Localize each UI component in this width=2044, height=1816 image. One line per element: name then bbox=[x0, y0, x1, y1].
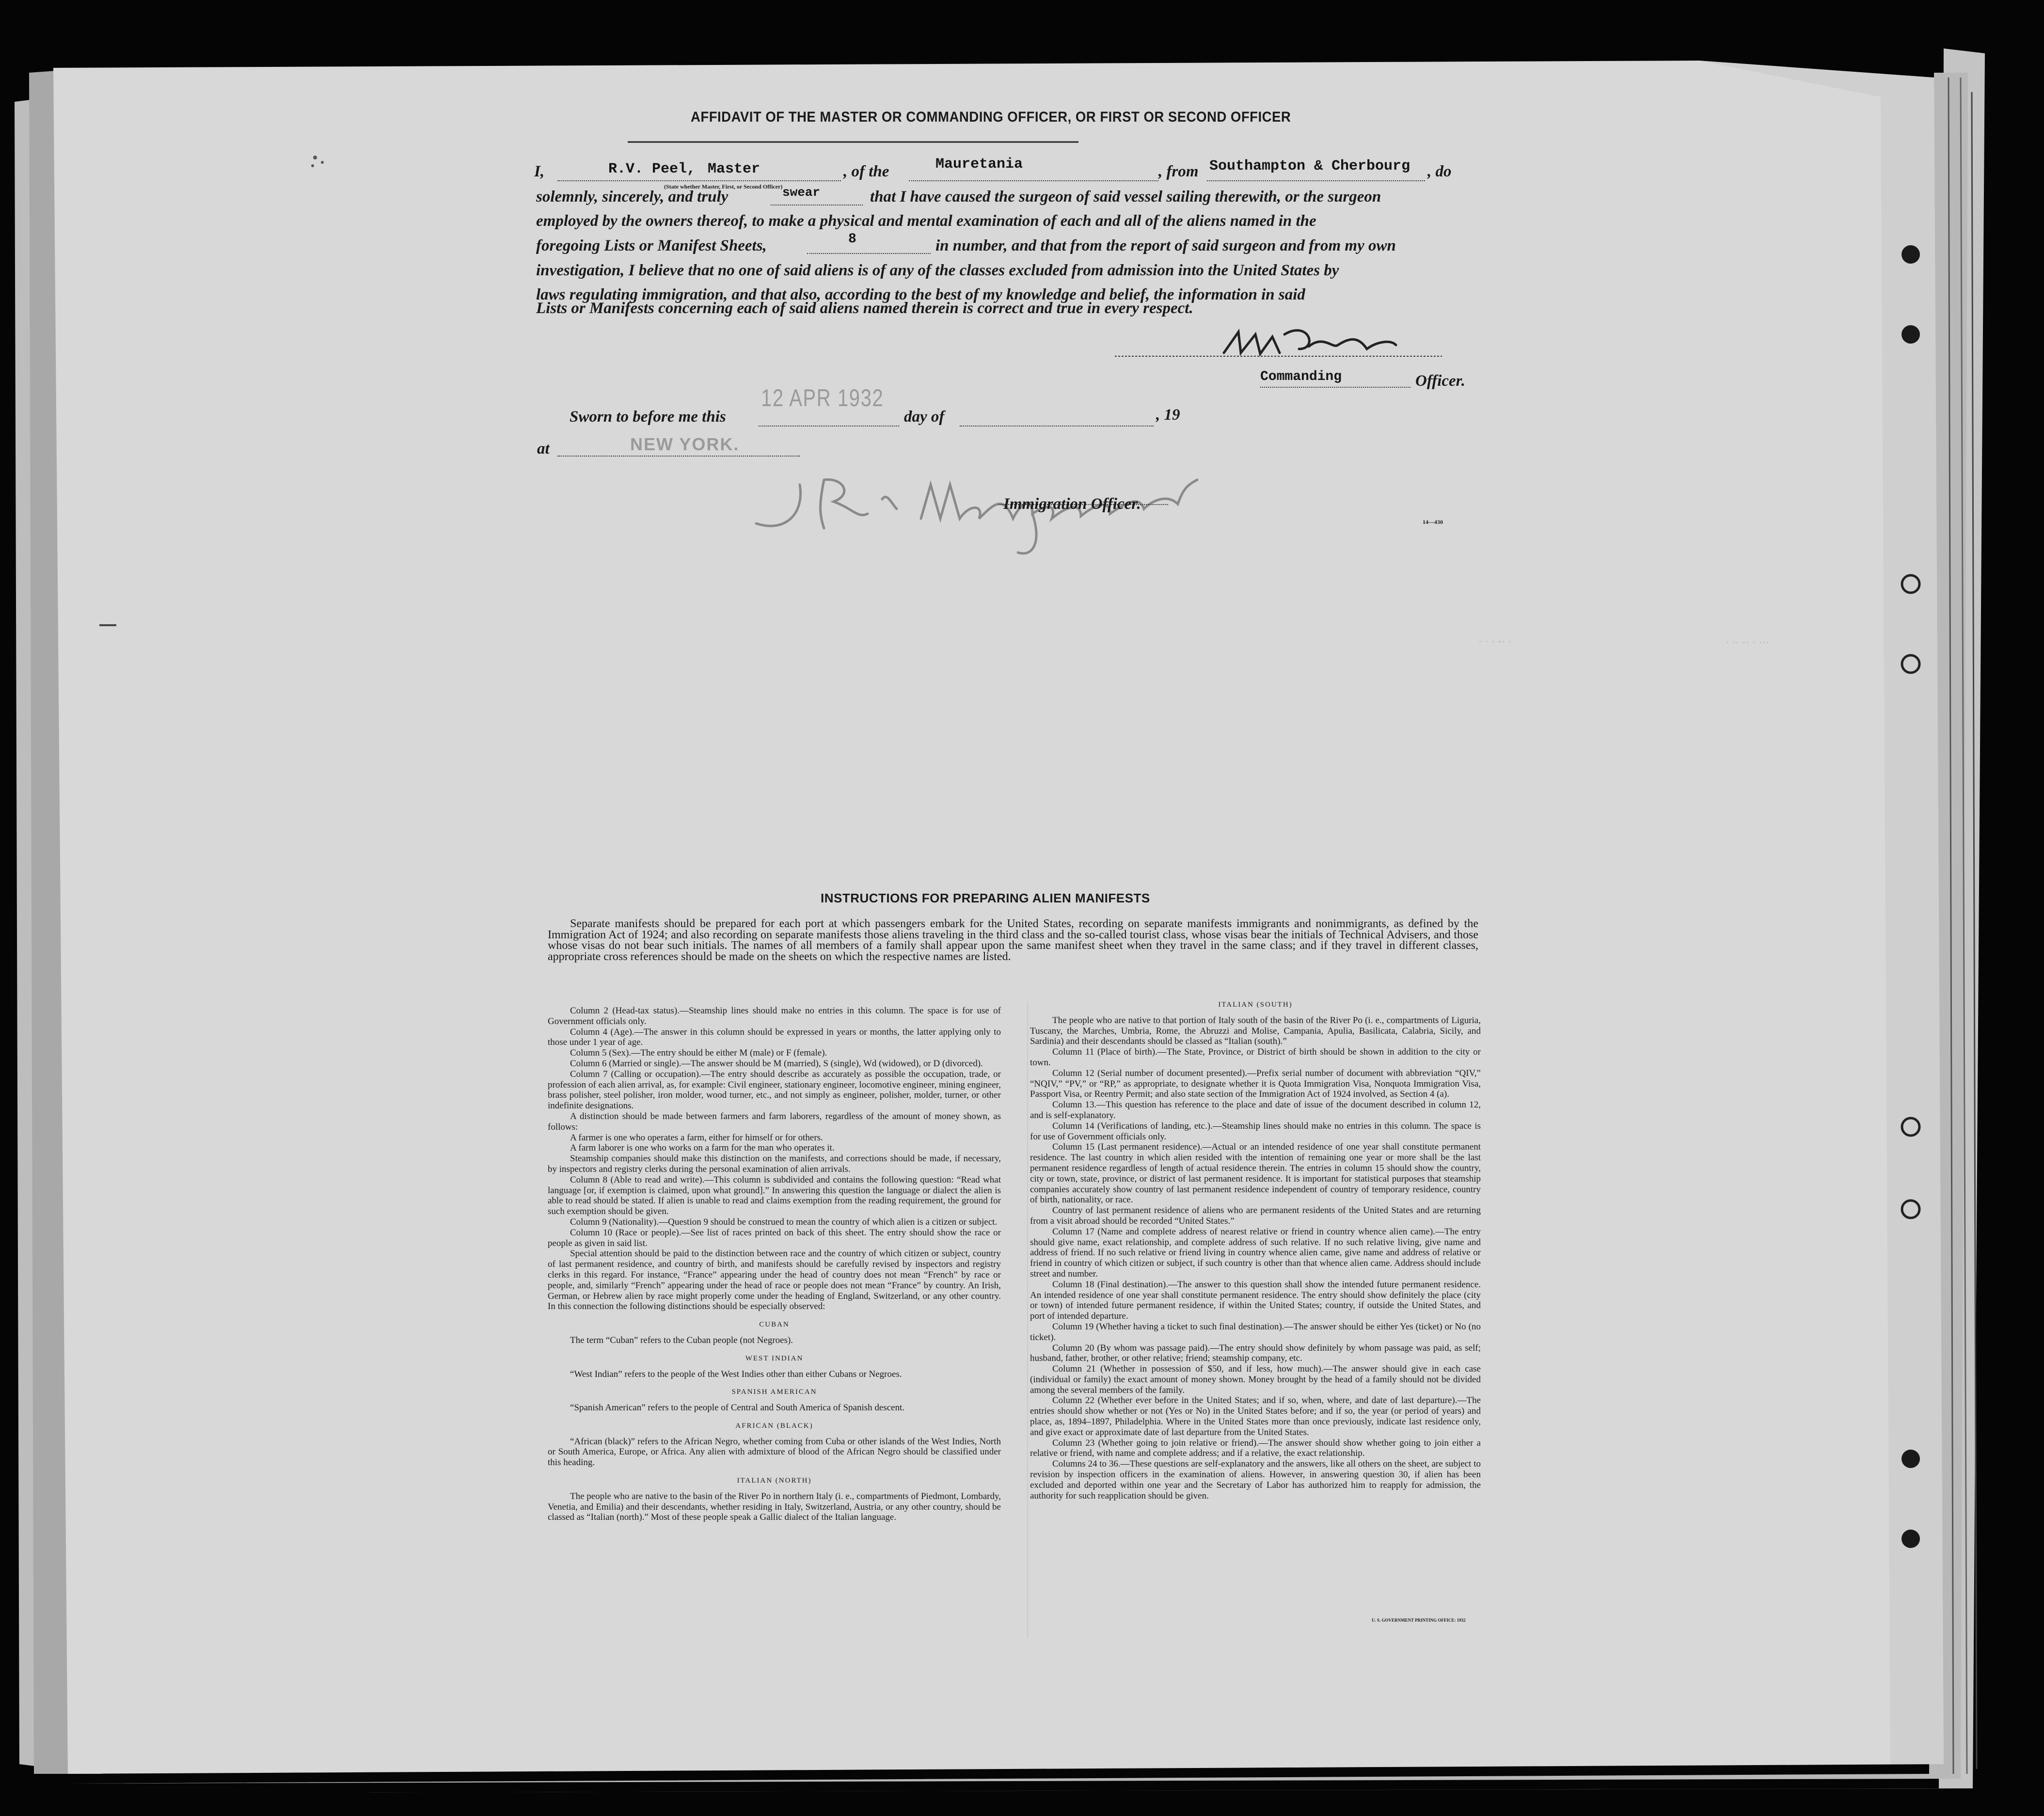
sworn-label: Sworn to before me this bbox=[570, 408, 726, 426]
instruction-paragraph: Columns 24 to 36.—These questions are self-explanatory and the answers, like all others on the sheet, are subject to revision by inspection officers in the examination of aliens. However, in answering question 30, if alien has been excluded and deported within one year and the Secretary of Labor has authorized him to reapply for admission, the authority for such reapplication should be given. bbox=[1030, 1459, 1481, 1501]
binder-hole bbox=[1902, 1200, 1919, 1218]
instruction-paragraph: Column 22 (Whether ever before in the United States; and if so, when, where, and date of last departure).—The entries should show whether or not (Yes or No) in the United States before; and if so, the year (or period of years) and place, as, 1894–1897, Philadelphia. Where in the United States more than once previously, indicate last residence only, and give exact or approximate date of last departure from the United States. bbox=[1030, 1395, 1481, 1437]
printer-imprint: U. S. GOVERNMENT PRINTING OFFICE: 1932 bbox=[1372, 1618, 1466, 1623]
section-heading: ITALIAN (SOUTH) bbox=[1218, 1001, 1293, 1009]
instruction-paragraph: Column 7 (Calling or occupation).—The entry should describe as accurately as possible the occupation, trade, or profession of each alien arrival, as, for example: Civil engineer, stationary engineer, locomotive engineer, mining engineer, brass polisher, steel polisher, iron molder, wood turner, etc., and not simply as engineer, polisher, molder, turner, or other indefinite designations. bbox=[548, 1069, 1001, 1111]
affidavit-line-6: laws regulating immigration, and that also, according to the best of my knowledge and belief, the information in said bbox=[536, 286, 1305, 303]
svg-text:· ·· ·· · ···: · ·· ·· · ··· bbox=[1726, 636, 1770, 648]
instruction-paragraph: Column 15 (Last permanent residence).—Actual or an intended residence of one year shall constitute permanent residence. The last country in which alien resided with the intention of remaining one year or more shall be the last permanent residence regardless of length of actual residence therein. The entries in column 15 should show the country, city or town, state, province, or district of last permanent residence. It is important for statistical purposes that steamship companies accurately show country of last permanent residence independent of country of temporary residence, country of birth, nationality, or race. bbox=[1030, 1142, 1481, 1205]
instruction-paragraph: Column 8 (Able to read and write).—This column is subdivided and contains the following question: “Read what language [or, if exemption is claimed, upon what ground].” In answering this question the language or dialect the alien is able to read should be stated. If alien is unable to read and claims exemption from the reading requirement, the ground for such exemption should be given. bbox=[548, 1174, 1001, 1217]
affidavit-line-7: Lists or Manifests concerning each of said aliens named therein is correct and true in every respect. bbox=[536, 300, 1193, 317]
instructions-left-column bbox=[548, 1006, 1001, 1523]
binder-hole bbox=[1901, 325, 1920, 344]
section-heading: WEST INDIAN bbox=[745, 1354, 804, 1362]
instruction-paragraph: Column 12 (Serial number of document presented).—Prefix serial number of document with abbreviation “QIV,” “NQIV,” “PV,” or “RP,” as appropriate, to designate whether it is Quota Immigration Visa, Nonquota Immigration Visa, Passport Visa, or Reentry Permit; and also state section of the Immigration Act of 1924 involved, as Section 4 (a). bbox=[1030, 1068, 1481, 1100]
binder-hole bbox=[1901, 1450, 1920, 1468]
rank-field: Master bbox=[708, 161, 761, 177]
instruction-paragraph: Steamship companies should make this distinction on the manifests, and corrections should be made, if necessary, by inspectors and registry clerks during the personal examination of alien arrivals. bbox=[548, 1153, 1001, 1174]
binder-hole bbox=[1902, 1118, 1919, 1136]
affidavit-line-4-start: foregoing Lists or Manifest Sheets, bbox=[536, 237, 767, 254]
day-of-label: day of bbox=[904, 408, 945, 426]
oath-field: swear bbox=[782, 185, 821, 200]
instruction-paragraph: Column 2 (Head-tax status).—Steamship lines should make no entries in this column. The space is for use of Government officials only. bbox=[548, 1006, 1001, 1026]
section-heading: CUBAN bbox=[759, 1321, 790, 1329]
instruction-paragraph: Column 13.—This question has reference to the place and date of issue of the document described in column 12, and is self-explanatory. bbox=[1030, 1100, 1481, 1121]
instruction-paragraph: A farm laborer is one who works on a farm for the man who operates it. bbox=[570, 1143, 835, 1153]
instruction-paragraph: A distinction should be made between farmers and farm laborers, regardless of the amount of money shown, as follows: bbox=[548, 1111, 1001, 1132]
affidavit-line-2: that I have caused the surgeon of said vessel sailing therewith, or the surgeon bbox=[870, 188, 1381, 205]
instructions-right-column bbox=[1030, 1000, 1481, 1501]
affidavit-line-4-rest: in number, and that from the report of said surgeon and from my own bbox=[935, 237, 1396, 254]
binder-hole bbox=[1901, 245, 1920, 264]
port-field: Southampton & Cherbourg bbox=[1209, 158, 1410, 174]
section-text: “African (black)” refers to the African Negro, whether coming from Cuba or other islands of the West Indies, North or South America, Europe, or Africa. Any alien with admixture of blood of the African Negro should be classified under this heading. bbox=[548, 1436, 1001, 1468]
at-label: at bbox=[537, 440, 550, 458]
place-stamp: NEW YORK. bbox=[630, 434, 740, 454]
vessel-field: Mauretania bbox=[935, 156, 1023, 173]
instruction-paragraph: Column 10 (Race or people).—See list of races printed on back of this sheet. The entry should show the race or people as given in said list. bbox=[548, 1227, 1001, 1248]
section-text: The term “Cuban” refers to the Cuban people (not Negroes). bbox=[570, 1335, 793, 1345]
rank-caption: (State whether Master, First, or Second Officer) bbox=[664, 183, 783, 190]
affidavit-line-5: investigation, I believe that no one of said aliens is of any of the classes excluded from admission into the United States by bbox=[536, 262, 1339, 279]
instruction-paragraph: Column 6 (Married or single).—The answer should be M (married), S (single), Wd (widowed), or D (divorced). bbox=[570, 1058, 983, 1069]
affidavit-line-3: employed by the owners thereof, to make a physical and mental examination of each and all of the aliens named in the bbox=[536, 212, 1316, 230]
year-label: , 19 bbox=[1156, 406, 1180, 424]
instruction-paragraph: Country of last permanent residence of aliens who are permanent residents of the United States and are returning from a visit abroad should be recorded “United States.” bbox=[1030, 1205, 1481, 1226]
from-label: , from bbox=[1158, 163, 1199, 180]
section-heading: SPANISH AMERICAN bbox=[731, 1388, 817, 1396]
instruction-paragraph: Column 23 (Whether going to join relative or friend).—The answer should show whether going to join either a relative or friend, with name and complete address; and if a relative, the exact relationship. bbox=[1030, 1437, 1481, 1459]
affidavit-title: AFFIDAVIT OF THE MASTER OR COMMANDING OFFICER, OR FIRST OR SECOND OFFICER bbox=[691, 109, 1291, 125]
section-text: The people who are native to the basin of the River Po in northern Italy (i. e., compartments of Piedmont, Lombardy, Venetia, and Emilia) and their descendants, whether residing in Italy, Switzerland, Austria, or any other country, should be classed as “Italian (north).” Most of these people speak a Gallic dialect of the Italian language. bbox=[548, 1491, 1001, 1523]
master-name-field: R.V. Peel, bbox=[608, 161, 696, 177]
binder-hole bbox=[1901, 1530, 1920, 1548]
instruction-paragraph: Column 11 (Place of birth).—The State, Province, or District of birth should be shown in addition to the city or town. bbox=[1030, 1047, 1481, 1068]
instruction-paragraph: Column 9 (Nationality).—Question 9 should be construed to mean the country of which alien is a citizen or subject. bbox=[570, 1216, 998, 1227]
instruction-paragraph: Column 5 (Sex).—The entry should be either M (male) or F (female). bbox=[570, 1048, 827, 1058]
binder-hole bbox=[1902, 575, 1919, 593]
of-the-label: , of the bbox=[843, 163, 889, 180]
sheets-field: 8 bbox=[848, 232, 856, 247]
officer-title-prefix: Commanding bbox=[1260, 369, 1342, 384]
instruction-paragraph: The people who are native to that portion of Italy south of the basin of the River Po (i. e., compartments of Liguria, Tuscany, the Marches, Umbria, Rome, the Abruzzi and Molise, Campania, Apulia, Basilicata, Calabria, Sicily, and Sardinia) and their descendants should be classed as “Italian (south).” bbox=[1030, 1015, 1481, 1047]
section-text: “West Indian” refers to the people of the West Indies other than either Cubans or Negroes. bbox=[570, 1369, 902, 1379]
instruction-paragraph: Column 18 (Final destination).—The answer to this question shall show the intended future permanent residence. An intended residence of one year shall constitute permanent residence. The entry should show definitely the place (city or town) of intended future permanent residence, if within the United States; country, if outside the United States, and port of intended departure. bbox=[1030, 1279, 1481, 1322]
instruction-paragraph: Column 20 (By whom was passage paid).—The entry should show definitely by whom passage was paid, as self; husband, father, brother, or other relative; friend; steamship company, etc. bbox=[1030, 1342, 1481, 1364]
instruction-paragraph: A farmer is one who operates a farm, either for himself or for others. bbox=[570, 1132, 823, 1143]
svg-text:· · · -· ·: · · · -· · bbox=[1478, 635, 1512, 647]
section-text: “Spanish American” refers to the people of Central and South America of Spanish descent. bbox=[570, 1403, 905, 1413]
instruction-paragraph: Column 19 (Whether having a ticket to such final destination).—The answer should be either Yes (ticket) or No (no ticket). bbox=[1030, 1321, 1481, 1342]
instruction-paragraph: Column 17 (Name and complete address of nearest relative or friend in country whence alien came).—The entry should give name, exact relationship, and complete address of such relative. If no such relative living, give name and address of friend. If no such relative or friend living in country whence alien came, give name and address of relative or friend in country of which citizen or subject, if such country is other than that whence alien came. Address should include street and number. bbox=[1030, 1226, 1481, 1279]
instructions-intro: Separate manifests should be prepared for each port at which passengers embark for the United States, recording on separate manifests immigrants and nonimmigrants, as defined by the Immigration Act of 1924; and also recording on separate manifests those aliens traveling in the third class and the so-called tourist class, whose visas bear the initials of Technical Advisers, and those whose visas do not bear such initials. The names of all members of a family shall appear upon the same manifest sheet when they travel in the same class; and if they travel in different classes, appropriate cross references should be made on the sheets on which the respective names are listed. bbox=[548, 917, 1478, 963]
instructions-title: INSTRUCTIONS FOR PREPARING ALIEN MANIFESTS bbox=[821, 891, 1150, 905]
instruction-paragraph: Column 14 (Verifications of landing, etc.).—Steamship lines should make no entries in this column. The space is for use of Government officials only. bbox=[1030, 1121, 1481, 1142]
affidavit-lead: I, bbox=[534, 163, 545, 180]
officer-title-suffix: Officer. bbox=[1415, 372, 1465, 390]
solemnly-label: solemnly, sincerely, and truly bbox=[536, 188, 729, 205]
instruction-paragraph: Special attention should be paid to the distinction between race and the country of which citizen or subject, country of last permanent residence, and country of birth, and manifests should be carefully revised by inspectors and registry clerks in this regard. For instance, “France” appearing under the head of country does not mean “French” by race or people, and, similarly “French” appearing under the head of race or people does not mean “France” by country. An Irish, German, or Hebrew alien by race might properly come under the heading of England, Switzerland, or any other country. In this connection the following distinctions should be especially observed: bbox=[548, 1248, 1001, 1312]
form-number: 14—430 bbox=[1423, 519, 1443, 525]
immigration-officer-label: Immigration Officer. bbox=[1003, 495, 1141, 513]
section-heading: AFRICAN (BLACK) bbox=[735, 1421, 813, 1430]
section-heading: ITALIAN (NORTH) bbox=[737, 1477, 812, 1485]
sworn-date-stamp: 12 APR 1932 bbox=[761, 384, 884, 411]
binder-hole bbox=[1902, 655, 1919, 673]
instruction-paragraph: Column 4 (Age).—The answer in this column should be expressed in years or months, the latter applying only to those under 1 year of age. bbox=[548, 1026, 1001, 1048]
do-label: , do bbox=[1427, 163, 1452, 180]
instruction-paragraph: Column 21 (Whether in possession of $50, and if less, how much).—The answer should give in each case (individual or family) the exact amount of money shown. Money brought by the head of a family should not be divided among the several members of the family. bbox=[1030, 1364, 1481, 1395]
